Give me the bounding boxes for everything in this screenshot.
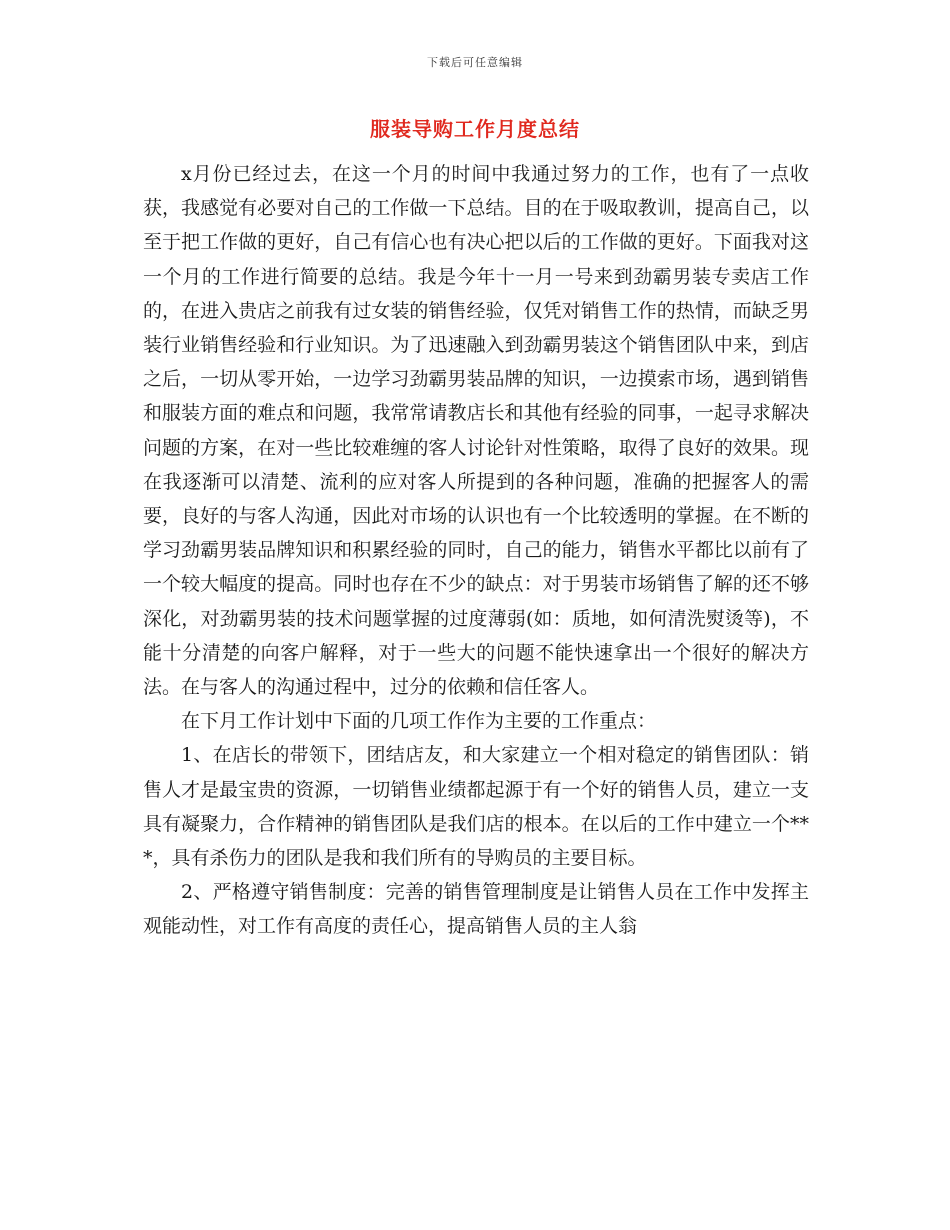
- paragraph-summary: x月份已经过去，在这一个月的时间中我通过努力的工作，也有了一点收获，我感觉有必要对自己的工作做一下总结。目的在于吸取教训，提高自己，以至于把工作做的更好，自己有信心也有决心把以后的工作做的更好。下面我对这一个月的工作进行简要的总结。我是今年十一月一号来到劲霸男装专卖店工作的，在进入贵店之前我有过女装的销售经验，仅凭对销售工作的热情，而缺乏男装行业销售经验和行业知识。为了迅速融入到劲霸男装这个销售团队中来，到店之后，一切从零开始，一边学习劲霸男装品牌的知识，一边摸索市场，遇到销售和服装方面的难点和问题，我常常请教店长和其他有经验的同事，一起寻求解决问题的方案，在对一些比较难缠的客人讨论针对性策略，取得了良好的效果。现在我逐渐可以清楚、流利的应对客人所提到的各种问题，准确的把握客人的需要，良好的与客人沟通，因此对市场的认识也有一个比较透明的掌握。在不断的学习劲霸男装品牌知识和积累经验的同时，自己的能力，销售水平都比以前有了一个较大幅度的提高。同时也存在不少的缺点：对于男装市场销售了解的还不够深化，对劲霸男装的技术问题掌握的过度薄弱(如：质地，如何清洗熨烫等)，不能十分清楚的向客户解释，对于一些大的问题不能快速拿出一个很好的解决方法。在与客人的沟通过程中，过分的依赖和信任客人。: [143, 163, 809, 699]
- paragraph-plan-item-1: 1、在店长的带领下，团结店友，和大家建立一个相对稳定的销售团队：销售人才是最宝贵的资源，一切销售业绩都起源于有一个好的销售人员，建立一支具有凝聚力，合作精神的销售团队是我们店的根本。在以后的工作中建立一个***，具有杀伤力的团队是我和我们所有的导购员的主要目标。: [143, 744, 809, 870]
- document-title: 服装导购工作月度总结: [370, 117, 580, 141]
- paragraph-plan-item-2: 2、严格遵守销售制度：完善的销售管理制度是让销售人员在工作中发挥主观能动性，对工作有高度的责任心，提高销售人员的主人翁: [143, 881, 809, 938]
- document-body: [143, 157, 809, 944]
- header-note: 下载后可任意编辑: [427, 56, 523, 69]
- paragraph-plan-intro: 在下月工作计划中下面的几项工作作为主要的工作重点：: [181, 710, 657, 733]
